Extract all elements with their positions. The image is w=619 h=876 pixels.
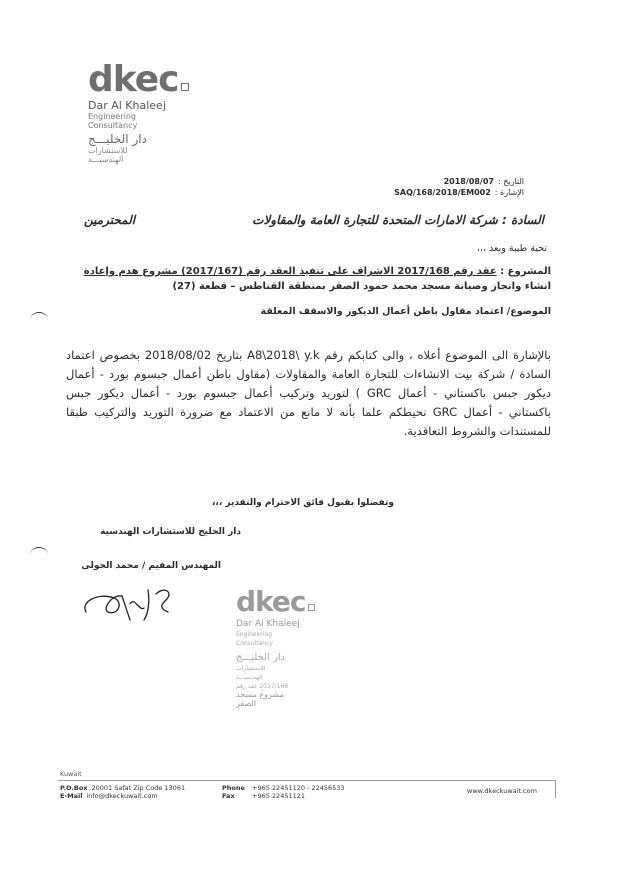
handwritten-signature	[78, 582, 188, 626]
ref-label: الإشارة :	[494, 188, 524, 197]
letter-body: بالإشارة الى الموضوع أعلاه ، والى كتابكم رقم A8\2018\ y.k بتاريخ 2018/08/02 بخصوص اعتماد السادة / شركة بيت الانشاءات للتجارة العامة والمقاولات (مقاول باطن أعمال جبسوم بورد - أعمال ديكور جبس باكستاني - أعمال GRC ) لتوريد وتركيب أعمال جبسوم بورد - أعمال ديكور جبس باكستاني - أعمال GRC نحيطكم علما بأنه لا مانع من الاعتماد مع ضرورة التوريد والتركيب طبقا للمستندات والشروط التعاقدية.	[66, 348, 551, 438]
signing-company: دار الخليج للاستشارات الهندسية	[100, 527, 241, 537]
date-value: 2018/08/07	[443, 177, 494, 186]
subject-line: الموضوع/ اعتماد مقاول باطن أعمال الديكور والاسقف المعلقة	[260, 306, 551, 317]
reference-block	[394, 176, 524, 198]
footer-phone-value: +965 22451120 - 22456533	[252, 784, 345, 792]
logo-arabic-sub2: الهندسيـــة	[88, 155, 124, 164]
binder-mark-bottom	[30, 547, 48, 562]
logo-english-name: Dar Al Khaleej	[88, 99, 166, 112]
closing-line: وتفضلوا بقبول فائق الاحترام والتقدير ،،،	[211, 498, 394, 508]
logo-wordmark: dkec	[88, 62, 218, 98]
stamp-contract: 2017/168 عقد رقم	[236, 683, 289, 690]
footer-fax-value: +965 22451121	[252, 792, 306, 800]
footer-country: Kuwait	[60, 770, 82, 778]
footer-rule	[58, 780, 556, 781]
date-label: التاريخ :	[497, 177, 524, 186]
stamp-square-icon	[308, 604, 315, 611]
project-line-1	[71, 265, 551, 279]
logo-arabic-name: دار الخليـــج	[88, 132, 147, 146]
footer-phone-label: Phone	[222, 784, 245, 792]
footer-pobox: P.O.Box 20001 Safat Zip Code 13061	[60, 784, 186, 792]
project-label: المشروع :	[496, 266, 551, 277]
footer-website: www.dkeckuwait.com	[467, 787, 537, 795]
binder-mark-top	[30, 312, 48, 327]
ref-value: SAQ/168/2018/EM002	[394, 188, 491, 197]
logo-square-icon	[181, 83, 189, 91]
stamp-project: مشروع مسجد الصقر	[236, 690, 284, 708]
logo-english-sub2: Consultancy	[88, 121, 138, 130]
project-line-2: انشاء وانجاز وصيانة مسجد محمد حمود الصقر بمنطقة القناطس – قطعة (27)	[172, 281, 551, 292]
stamp-english-sub1: Engineering	[236, 631, 272, 638]
stamp-arabic-sub2: الهندسيـــة	[236, 674, 263, 681]
resident-engineer: المهندس المقيم / محمد الخولى	[81, 561, 221, 571]
addressee-line	[84, 213, 544, 227]
logo-arabic-sub1: للاستشارات	[88, 146, 128, 155]
company-logo	[88, 59, 218, 164]
company-stamp	[236, 585, 376, 708]
greeting: تحية طيبة وبعد ،،،	[476, 243, 547, 254]
addressee: السادة : شركة الامارات المتحدة للتجارة العامة والمقاولات	[252, 213, 544, 227]
stamp-wordmark: dkec	[236, 588, 376, 616]
respected-label: المحترمين	[84, 213, 136, 227]
date-line	[394, 176, 524, 187]
logo-english-sub1: Engineering	[88, 112, 136, 121]
footer-fax-label: Fax	[222, 792, 235, 800]
project-contract-text: عقد رقم 2017/168 الاشراف على تنفيذ العقد رقم (2017/167) مشروع هدم وإعادة	[83, 266, 497, 277]
ref-line	[394, 187, 524, 198]
footer-email: E-Mail info@dkeckuwait.com	[60, 792, 158, 800]
footer-rule-end	[555, 780, 556, 798]
stamp-arabic-sub1: للاستشارات	[236, 665, 266, 672]
stamp-arabic-name: دار الخليـــج	[236, 652, 286, 663]
stamp-english-sub2: Consultancy	[236, 640, 273, 647]
stamp-english-name: Dar Al Khaleej	[236, 619, 300, 629]
